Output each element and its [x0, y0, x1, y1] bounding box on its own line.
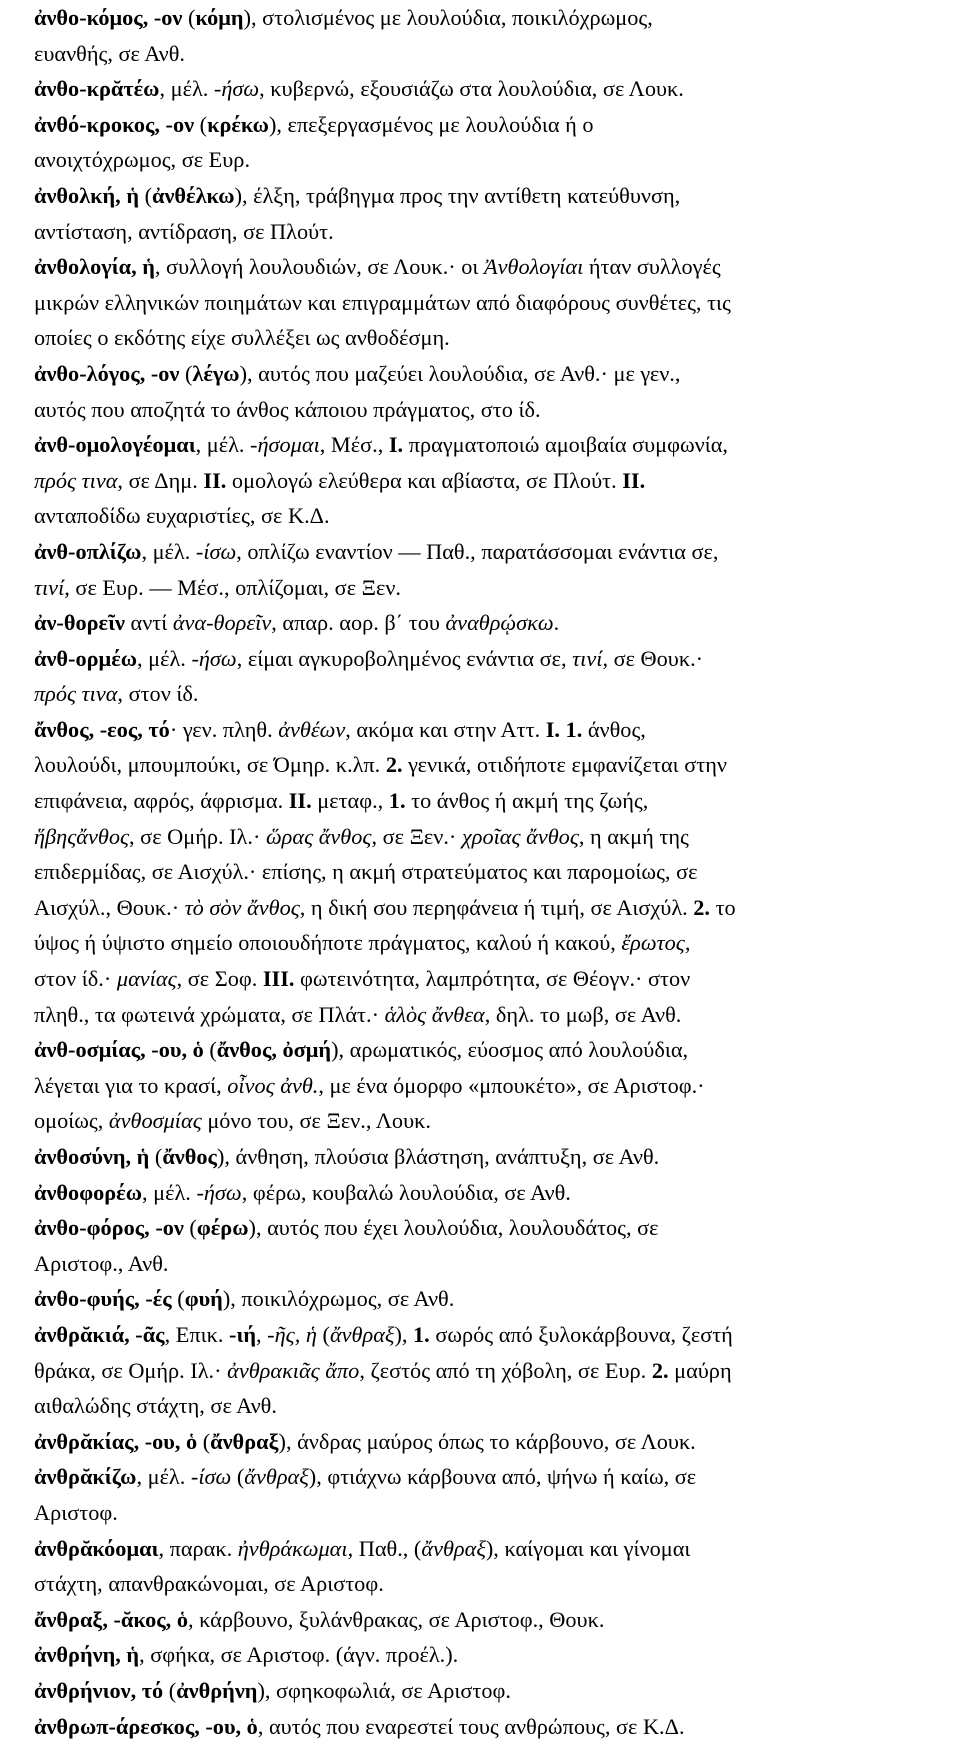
headword: ἀνθ-ομολογέομαι: [34, 432, 196, 457]
entry-text: , μέλ. -: [142, 1180, 204, 1205]
headword: ἀνθρᾰκίζω: [34, 1464, 136, 1489]
entry-text: , συλλογή λουλουδιών, σε Λουκ.· οι: [155, 254, 484, 279]
text-line: [34, 783, 938, 819]
text-line: [34, 320, 938, 356]
entry-text: ), επεξεργασμένος με λουλούδια ή ο: [269, 112, 594, 137]
headword: III.: [263, 966, 295, 991]
entry-text: ύψος ή ύψιστο σημείο οποιουδήποτε πράγματος, καλού ή κακού,: [34, 930, 621, 955]
entry-text: μαύρη: [669, 1358, 732, 1383]
text-line: [34, 463, 938, 499]
text-line: [34, 178, 938, 214]
headword: ἀνθο-κόμος, -ον: [34, 5, 182, 30]
entry-text: ), καίγομαι και γίνομαι: [486, 1536, 691, 1561]
entry-text: Αριστοφ., Ανθ.: [34, 1251, 169, 1276]
entry-text: μικρών ελληνικών ποιημάτων και επιγραμμάτων από διαφόρους συνθέτες, τις: [34, 290, 731, 315]
text-line: [34, 498, 938, 534]
headword: 2.: [693, 895, 710, 920]
text-line: [34, 214, 938, 250]
headword: II.: [289, 788, 312, 813]
text-line: [34, 36, 938, 72]
headword: κόμη: [195, 5, 243, 30]
headword: II.: [203, 468, 226, 493]
entry-text: , Επικ.: [165, 1322, 229, 1347]
entry-text: , ζεστός από τη χόβολη, σε Ευρ.: [359, 1358, 652, 1383]
entry-text: ανταποδίδω ευχαριστίες, σε Κ.Δ.: [34, 503, 330, 528]
italic-text: τινί: [34, 575, 64, 600]
entry-text: Αριστοφ.: [34, 1500, 118, 1525]
entry-text: , μέλ. -: [137, 646, 199, 671]
entry-text: επιφάνεια, αφρός, άφρισμα.: [34, 788, 289, 813]
entry-text: (: [139, 183, 152, 208]
text-line: [34, 819, 938, 855]
headword: ἀνθο-κρᾰτέω: [34, 76, 159, 101]
text-line: [34, 1175, 938, 1211]
text-line: [34, 1317, 938, 1353]
entry-text: ), φτιάχνω κάρβουνα από, ψήνω ή καίω, σε: [309, 1464, 696, 1489]
text-line: [34, 1139, 938, 1175]
italic-text: ἄνθραξ: [330, 1322, 395, 1347]
text-line: [34, 1637, 938, 1673]
entry-text: ομοίως,: [34, 1108, 109, 1133]
entry-text: ), σφηκοφωλιά, σε Αριστοφ.: [257, 1678, 510, 1703]
entry-text: , μέλ. -: [141, 539, 203, 564]
entry-text: , στον ίδ.: [117, 681, 198, 706]
headword: ἀνθολογία, ἡ: [34, 254, 155, 279]
text-line: [34, 1531, 938, 1567]
entry-text: , είμαι αγκυροβολημένος ενάντια σε,: [237, 646, 572, 671]
entry-text: αντίσταση, αντίδραση, σε Πλούτ.: [34, 219, 334, 244]
text-line: [34, 997, 938, 1033]
headword: ἀνθ-οσμίας, -ου, ὁ: [34, 1037, 204, 1062]
entry-text: ), άνδρας μαύρος όπως το κάρβουνο, σε Λουκ.: [279, 1429, 696, 1454]
italic-text: ίσω: [198, 1464, 231, 1489]
entry-text: ανοιχτόχρωμος, σε Ευρ.: [34, 147, 250, 172]
headword: ἀνθρωπ-άρεσκος, -ου, ὁ: [34, 1714, 258, 1739]
entry-text: στάχτη, απανθρακώνομαι, σε Αριστοφ.: [34, 1571, 384, 1596]
text-line: [34, 1210, 938, 1246]
text-line: [34, 249, 938, 285]
headword: ἄνθραξ: [210, 1429, 278, 1454]
text-line: [34, 1673, 938, 1709]
text-line: [34, 356, 938, 392]
headword: I. 1.: [546, 717, 583, 742]
headword: ἀνθοσύνη, ἡ: [34, 1144, 149, 1169]
entry-text: , μέλ. -: [196, 432, 258, 457]
entry-text: (: [184, 1215, 197, 1240]
text-line: [34, 392, 938, 428]
italic-text: ἁλὸς ἄνθεα: [385, 1002, 485, 1027]
entry-text: στον ίδ.·: [34, 966, 117, 991]
entry-text: (: [317, 1322, 330, 1347]
entry-text: λέγεται για το κρασί,: [34, 1073, 227, 1098]
headword: φυή: [185, 1286, 223, 1311]
headword: 2.: [386, 752, 403, 777]
italic-text: Ἀνθολογίαι: [484, 254, 583, 279]
italic-text: οἶνος ἀνθ.: [227, 1073, 318, 1098]
entry-text: (: [179, 361, 192, 386]
headword: ἀνθο-λόγος, -ον: [34, 361, 179, 386]
text-line: [34, 1246, 938, 1282]
entry-text: ), αρωματικός, εύοσμος από λουλούδια,: [331, 1037, 688, 1062]
entry-text: ),: [394, 1322, 413, 1347]
headword: λέγω: [192, 361, 239, 386]
headword: ἀνθέλκω: [152, 183, 235, 208]
italic-text: πρός τινα: [34, 468, 117, 493]
entry-text: πληθ., τα φωτεινά χρώματα, σε Πλάτ.·: [34, 1002, 385, 1027]
entry-text: , μέλ. -: [159, 76, 221, 101]
entry-text: , η δική σου περηφάνεια ή τιμή, σε Αισχύλ.: [300, 895, 694, 920]
text-line: [34, 890, 938, 926]
headword: 1.: [413, 1322, 430, 1347]
headword: ἀν-θορεῖν: [34, 610, 125, 635]
entry-text: (: [163, 1678, 176, 1703]
entry-text: αντί: [125, 610, 173, 635]
entry-text: , σε Θουκ.·: [602, 646, 703, 671]
text-line: [34, 0, 938, 36]
text-line: [34, 1388, 938, 1424]
entry-text: , ακόμα και στην Αττ.: [345, 717, 545, 742]
headword: ἀνθο-φυής, -ές: [34, 1286, 172, 1311]
headword: ἀνθό-κροκος, -ον: [34, 112, 194, 137]
entry-text: , μέλ. -: [136, 1464, 198, 1489]
entry-text: (: [172, 1286, 185, 1311]
text-line: [34, 605, 938, 641]
entry-text: ), στολισμένος με λουλούδια, ποικιλόχρωμος,: [244, 5, 653, 30]
entry-text: φωτεινότητα, λαμπρότητα, σε Θέογν.· στον: [294, 966, 690, 991]
text-line: [34, 676, 938, 712]
text-line: [34, 1424, 938, 1460]
italic-text: χροῖας ἄνθος: [462, 824, 579, 849]
headword: ἀνθολκή, ἡ: [34, 183, 139, 208]
entry-text: , σε Δημ.: [117, 468, 203, 493]
text-line: [34, 712, 938, 748]
entry-text: , Παθ., (: [348, 1536, 422, 1561]
entry-text: το άνθος ή ακμή της ζωής,: [406, 788, 649, 813]
text-line: [34, 1459, 938, 1495]
italic-text: ἥβηςἄνθος: [34, 824, 129, 849]
headword: ἀνθρήνη: [176, 1678, 257, 1703]
entry-text: (: [197, 1429, 210, 1454]
italic-text: ἀνθρακιᾶς ἄπο: [227, 1358, 359, 1383]
entry-text: ευανθής, σε Ανθ.: [34, 41, 185, 66]
italic-text: ήσω: [221, 76, 259, 101]
headword: ἀνθοφορέω: [34, 1180, 142, 1205]
italic-text: τὸ σὸν ἄνθος: [185, 895, 300, 920]
italic-text: ἄνθραξ: [244, 1464, 309, 1489]
entry-text: , σε Σοφ.: [177, 966, 263, 991]
italic-text: ἀνθοσμίας: [109, 1108, 202, 1133]
entry-text: ), αυτός που έχει λουλούδια, λουλουδάτος, σε: [249, 1215, 659, 1240]
italic-text: ἀνθέων: [278, 717, 345, 742]
entry-text: , φέρω, κουβαλώ λουλούδια, σε Ανθ.: [242, 1180, 571, 1205]
headword: κρέκω: [207, 112, 269, 137]
entry-text: ήταν συλλογές: [583, 254, 720, 279]
headword: ἀνθρᾰκιά, -ᾶς: [34, 1322, 165, 1347]
headword: ἀνθ-οπλίζω: [34, 539, 141, 564]
headword: ἄνθος, -εος, τό: [34, 717, 170, 742]
headword: ἀνθρήνη, ἡ: [34, 1642, 139, 1667]
headword: II.: [622, 468, 645, 493]
text-line: [34, 427, 938, 463]
text-line: [34, 71, 938, 107]
entry-text: , απαρ. αορ. β΄ του: [271, 610, 445, 635]
italic-text: ίσω: [203, 539, 236, 564]
entry-text: οποίες ο εκδότης είχε συλλέξει ως ανθοδέσμη.: [34, 325, 450, 350]
entry-text: (: [149, 1144, 162, 1169]
italic-text: ήσω: [199, 646, 237, 671]
headword: -ιή: [229, 1322, 256, 1347]
entry-text: γενικά, οτιδήποτε εμφανίζεται στην: [403, 752, 727, 777]
entry-text: , δηλ. το μωβ, σε Ανθ.: [485, 1002, 682, 1027]
text-line: [34, 747, 938, 783]
text-line: [34, 961, 938, 997]
italic-text: ήσομαι: [257, 432, 319, 457]
text-line: [34, 285, 938, 321]
headword: 2.: [652, 1358, 669, 1383]
entry-text: ), άνθηση, πλούσια βλάστηση, ανάπτυξη, σε Ανθ.: [217, 1144, 659, 1169]
entry-text: ), έλξη, τράβηγμα προς την αντίθετη κατεύθυνση,: [235, 183, 681, 208]
entry-text: ομολογώ ελεύθερα και αβίαστα, σε Πλούτ.: [226, 468, 622, 493]
entry-text: μόνο του, σε Ξεν., Λουκ.: [202, 1108, 431, 1133]
entry-text: , -: [256, 1322, 275, 1347]
headword: ἄνθραξ, -ᾰκος, ὁ: [34, 1607, 188, 1632]
text-line: [34, 570, 938, 606]
headword: ἀνθο-φόρος, -ον: [34, 1215, 184, 1240]
entry-text: (: [194, 112, 207, 137]
text-line: [34, 641, 938, 677]
entry-text: , η ακμή της: [579, 824, 689, 849]
italic-text: ῆς, ἡ: [275, 1322, 317, 1347]
entry-text: μεταφ.,: [312, 788, 389, 813]
italic-text: ἄνθραξ: [421, 1536, 486, 1561]
entry-text: , σφήκα, σε Αριστοφ. (άγν. προέλ.).: [139, 1642, 458, 1667]
entry-text: (: [182, 5, 195, 30]
text-line: [34, 1566, 938, 1602]
entry-text: επιδερμίδας, σε Αισχύλ.· επίσης, η ακμή στρατεύματος και παρομοίως, σε: [34, 859, 697, 884]
entry-text: λουλούδι, μπουμπούκι, σε Όμηρ. κ.λπ.: [34, 752, 386, 777]
entry-text: , με ένα όμορφο «μπουκέτο», σε Αριστοφ.·: [318, 1073, 704, 1098]
entry-text: (: [204, 1037, 217, 1062]
text-line: [34, 107, 938, 143]
italic-text: ἠνθράκωμαι: [238, 1536, 348, 1561]
italic-text: ἀνα-θορεῖν: [173, 610, 271, 635]
italic-text: ἔρωτος: [621, 930, 684, 955]
italic-text: ἀναθρῴσκω: [445, 610, 553, 635]
italic-text: τινί: [572, 646, 602, 671]
headword: 1.: [389, 788, 406, 813]
entry-text: θράκα, σε Ομήρ. Ιλ.·: [34, 1358, 227, 1383]
headword: ἄνθος, ὀσμή: [217, 1037, 331, 1062]
text-line: [34, 1602, 938, 1638]
text-line: [34, 1353, 938, 1389]
text-line: [34, 1068, 938, 1104]
entry-text: , οπλίζω εναντίον — Παθ., παρατάσσομαι ενάντια σε,: [236, 539, 718, 564]
text-line: [34, 1032, 938, 1068]
entry-text: , σε Ξεν.·: [371, 824, 461, 849]
entry-text: ), αυτός που μαζεύει λουλούδια, σε Ανθ.· με γεν.,: [240, 361, 681, 386]
text-line: [34, 534, 938, 570]
entry-text: το: [710, 895, 736, 920]
italic-text: ήσω: [204, 1180, 242, 1205]
entry-text: , Μέσ.,: [320, 432, 389, 457]
italic-text: μανίας: [117, 966, 177, 991]
text-line: [34, 1495, 938, 1531]
entry-text: αιθαλώδης στάχτη, σε Ανθ.: [34, 1393, 277, 1418]
entry-text: ), ποικιλόχρωμος, σε Ανθ.: [223, 1286, 454, 1311]
headword: φέρω: [197, 1215, 249, 1240]
headword: ἀνθρᾰκίας, -ου, ὁ: [34, 1429, 197, 1454]
entry-text: · γεν. πληθ.: [170, 717, 278, 742]
entry-text: , σε Ομήρ. Ιλ.·: [129, 824, 266, 849]
text-line: [34, 925, 938, 961]
entry-text: Αισχύλ., Θουκ.·: [34, 895, 185, 920]
entry-text: άνθος,: [582, 717, 646, 742]
text-line: [34, 1709, 938, 1744]
entry-text: , κυβερνώ, εξουσιάζω στα λουλούδια, σε Λουκ.: [259, 76, 684, 101]
italic-text: πρός τινα: [34, 681, 117, 706]
entry-text: , σε Ευρ. — Μέσ., οπλίζομαι, σε Ξεν.: [64, 575, 401, 600]
headword: I.: [389, 432, 403, 457]
entry-text: σωρός από ξυλοκάρβουνα, ζεστή: [430, 1322, 733, 1347]
entry-text: πραγματοποιώ αμοιβαία συμφωνία,: [403, 432, 728, 457]
entry-text: .: [554, 610, 560, 635]
entry-text: , παρακ.: [158, 1536, 237, 1561]
entry-text: , αυτός που εναρεστεί τους ανθρώπους, σε Κ.Δ.: [258, 1714, 685, 1739]
text-line: [34, 1281, 938, 1317]
text-line: [34, 1103, 938, 1139]
text-line: [34, 854, 938, 890]
entry-text: (: [231, 1464, 244, 1489]
italic-text: ὥρας ἄνθος: [266, 824, 372, 849]
headword: ἀνθρήνιον, τό: [34, 1678, 163, 1703]
headword: ἀνθ-ορμέω: [34, 646, 137, 671]
entry-text: αυτός που αποζητά το άνθος κάποιου πράγματος, στο ίδ.: [34, 397, 541, 422]
headword: ἄνθος: [162, 1144, 217, 1169]
entry-text: , κάρβουνο, ξυλάνθρακας, σε Αριστοφ., Θουκ.: [188, 1607, 604, 1632]
headword: ἀνθρᾰκόομαι: [34, 1536, 158, 1561]
text-line: [34, 142, 938, 178]
entry-text: ,: [685, 930, 691, 955]
